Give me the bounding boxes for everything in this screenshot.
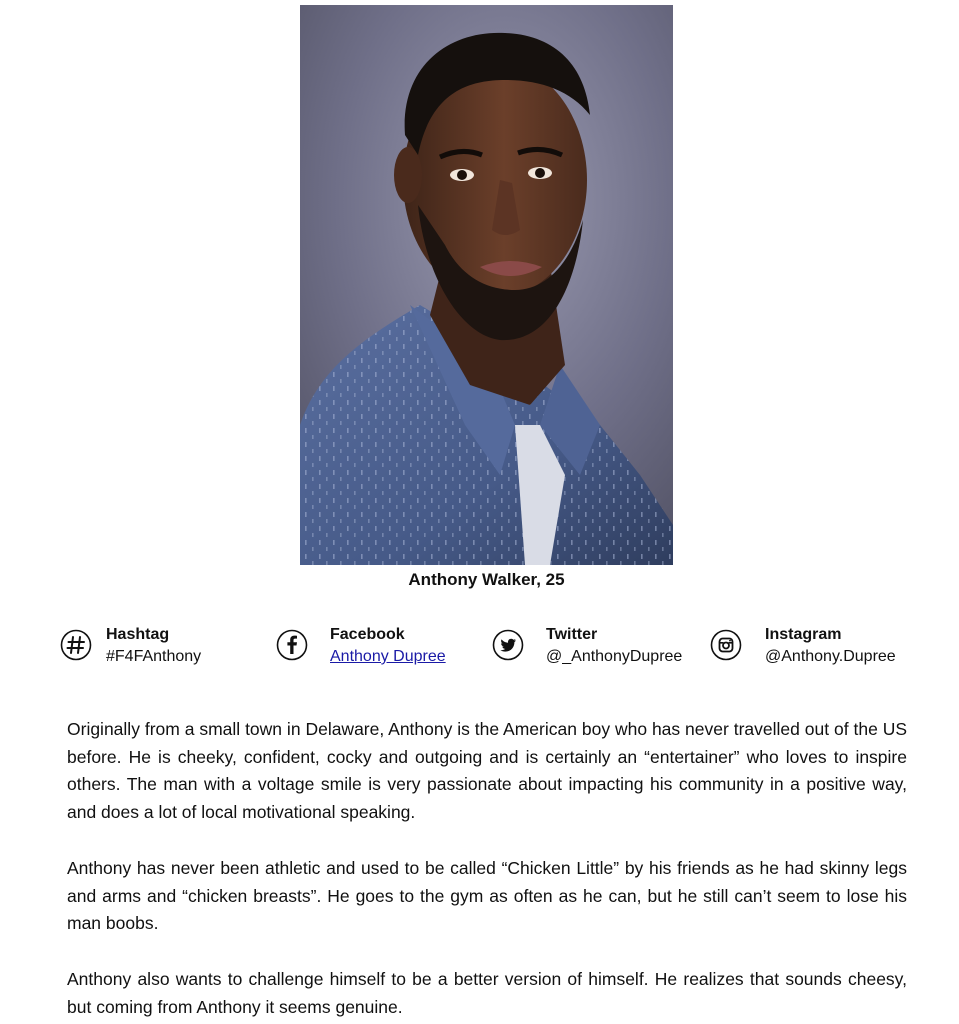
social-label: Instagram	[765, 626, 842, 643]
bio-paragraph: Anthony has never been athletic and used to be called “Chicken Little” by his friends as he had skinny legs and arms and “chicken breasts”. He goes to the gym as often as he can, but he still can’t seem to lose his man boobs.	[67, 858, 907, 933]
twitter-handle: @_AnthonyDupree	[546, 648, 683, 665]
hashtag-icon	[60, 629, 92, 661]
social-label: Twitter	[546, 626, 598, 643]
bio-paragraph: Anthony also wants to challenge himself to be a better version of himself. He realizes that sounds cheesy, but coming from Anthony it seems genuine.	[67, 969, 907, 1017]
bio-paragraph: Originally from a small town in Delaware, Anthony is the American boy who has never travelled out of the US before. He is cheeky, confident, cocky and outgoing and is certainly an “entertainer” who loves to inspire others. The man with a voltage smile is very passionate about impacting his community in a positive way, and does a lot of local motivational speaking.	[67, 719, 907, 822]
profile-photo	[300, 5, 673, 565]
twitter-icon	[492, 629, 524, 661]
social-label: Hashtag	[106, 626, 170, 643]
profile-caption: Anthony Walker, 25	[408, 570, 565, 589]
facebook-link[interactable]: Anthony Dupree	[330, 648, 446, 665]
portrait-illustration	[300, 5, 673, 565]
facebook-icon	[276, 629, 308, 661]
instagram-handle: @Anthony.Dupree	[765, 648, 896, 665]
instagram-icon	[710, 629, 742, 661]
social-label: Facebook	[330, 626, 405, 643]
hashtag-value: #F4FAnthony	[106, 648, 202, 665]
